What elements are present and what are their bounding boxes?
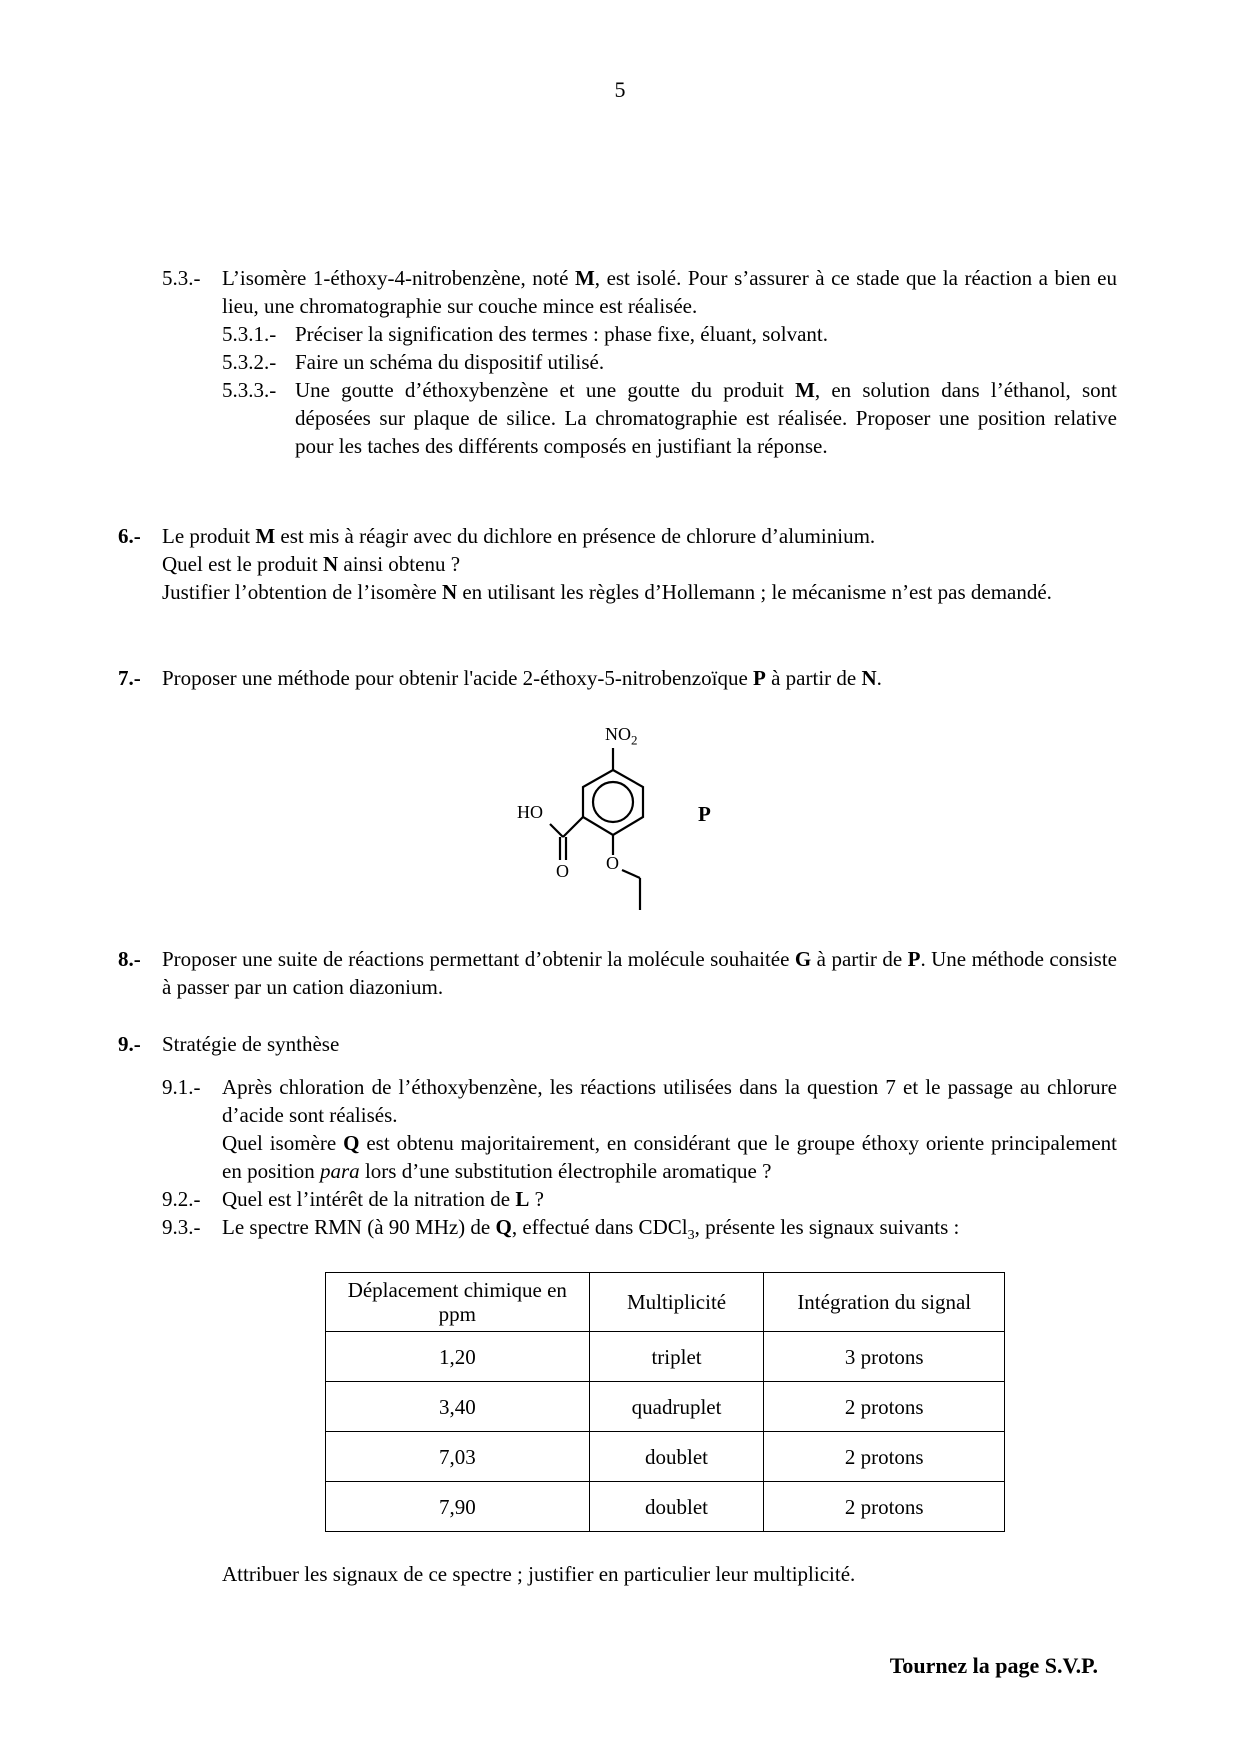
subquestion-text: Faire un schéma du dispositif utilisé. (295, 350, 605, 374)
closing-instruction: Attribuer les signaux de ce spectre ; justifier en particulier leur multiplicité. (222, 1562, 856, 1586)
subquestion-number: 9.2.- (162, 1187, 201, 1211)
subquestion-number: 5.3.2.- (222, 350, 277, 374)
subquestion-text: Quel est l’intérêt de la nitration de L ? (222, 1187, 544, 1211)
table-header-row (326, 1273, 1005, 1332)
molecule-label: P (698, 802, 711, 826)
subquestion-text: Préciser la signification des termes : phase fixe, éluant, solvant. (295, 322, 829, 346)
carbonyl-oxygen-label: O (556, 861, 569, 881)
page-footer: Tournez la page S.V.P. (889, 1653, 1098, 1678)
column-header: Intégration du signal (764, 1273, 1005, 1332)
table-cell: doublet (589, 1432, 764, 1482)
table-cell: doublet (589, 1482, 764, 1532)
question-number: 8.- (118, 947, 141, 971)
table-cell: quadruplet (589, 1382, 764, 1432)
table-row (326, 1382, 1005, 1432)
question-number: 5.3.- (162, 266, 201, 290)
question-line: Le produit M est mis à réagir avec du dichlore en présence de chlorure d’aluminium. (162, 524, 876, 548)
table-cell: 2 protons (764, 1432, 1005, 1482)
question-text: L’isomère 1-éthoxy-4-nitrobenzène, noté M, est isolé. Pour s’assurer à ce stade que la réaction a bien eu lieu, une chromatographie sur couche mince est réalisée. (222, 266, 1117, 318)
question-text: Proposer une méthode pour obtenir l'acide 2-éthoxy-5-nitrobenzoïque P à partir de N. (162, 666, 882, 690)
question-number: 9.- (118, 1032, 141, 1056)
subquestion-number: 9.3.- (162, 1215, 201, 1239)
table-cell: 7,90 (326, 1482, 590, 1532)
table-cell: 3 protons (764, 1332, 1005, 1382)
question-line: Quel est le produit N ainsi obtenu ? (162, 552, 461, 576)
table-cell: 1,20 (326, 1332, 590, 1382)
section-title: Stratégie de synthèse (162, 1032, 340, 1056)
column-header: Multiplicité (589, 1273, 764, 1332)
subquestion-number: 5.3.1.- (222, 322, 277, 346)
table-cell: 3,40 (326, 1382, 590, 1432)
column-header: Déplacement chimique en ppm (326, 1273, 590, 1332)
subquestion-number: 5.3.3.- (222, 378, 277, 402)
subquestion-text: Après chloration de l’éthoxybenzène, les réactions utilisées dans la question 7 et le passage au chlorure d’acide sont réalisés. (222, 1075, 1117, 1127)
subquestion-text: Une goutte d’éthoxybenzène et une goutte du produit M, en solution dans l’éthanol, sont déposées sur plaque de silice. La chromatographie est réalisée. Proposer une position relative pour les taches des différents composés en justifiant la réponse. (295, 378, 1117, 458)
question-number: 7.- (118, 666, 141, 690)
page-number: 5 (614, 77, 626, 102)
nmr-signal-table (325, 1272, 1005, 1532)
table-cell: 2 protons (764, 1482, 1005, 1532)
nitro-group-label: $NO_2$ (605, 724, 638, 748)
table-row (326, 1332, 1005, 1382)
ether-oxygen-label: O (606, 853, 619, 873)
question-line: Justifier l’obtention de l’isomère N en utilisant les règles d’Hollemann ; le mécanisme n’est pas demandé. (162, 580, 1052, 604)
subquestion-number: 9.1.- (162, 1075, 201, 1099)
table-cell: 7,03 (326, 1432, 590, 1482)
table-cell: 2 protons (764, 1382, 1005, 1432)
subquestion-text: Quel isomère Q est obtenu majoritairement, en considérant que le groupe éthoxy oriente principalement en position para lors d’une substitution électrophile aromatique ? (222, 1131, 1118, 1183)
table-cell: triplet (589, 1332, 764, 1382)
table-row (326, 1432, 1005, 1482)
question-text: Proposer une suite de réactions permettant d’obtenir la molécule souhaitée G à partir de P. Une méthode consiste à passer par un cation diazonium. (162, 947, 1117, 999)
question-number: 6.- (118, 524, 141, 548)
table-row (326, 1482, 1005, 1532)
molecule-p-structure (500, 720, 760, 920)
hydroxyl-label: HO (517, 802, 543, 822)
subquestion-text: Le spectre RMN (à 90 MHz) de Q, effectué dans CDCl$_3$, présente les signaux suivants : (222, 1215, 960, 1244)
